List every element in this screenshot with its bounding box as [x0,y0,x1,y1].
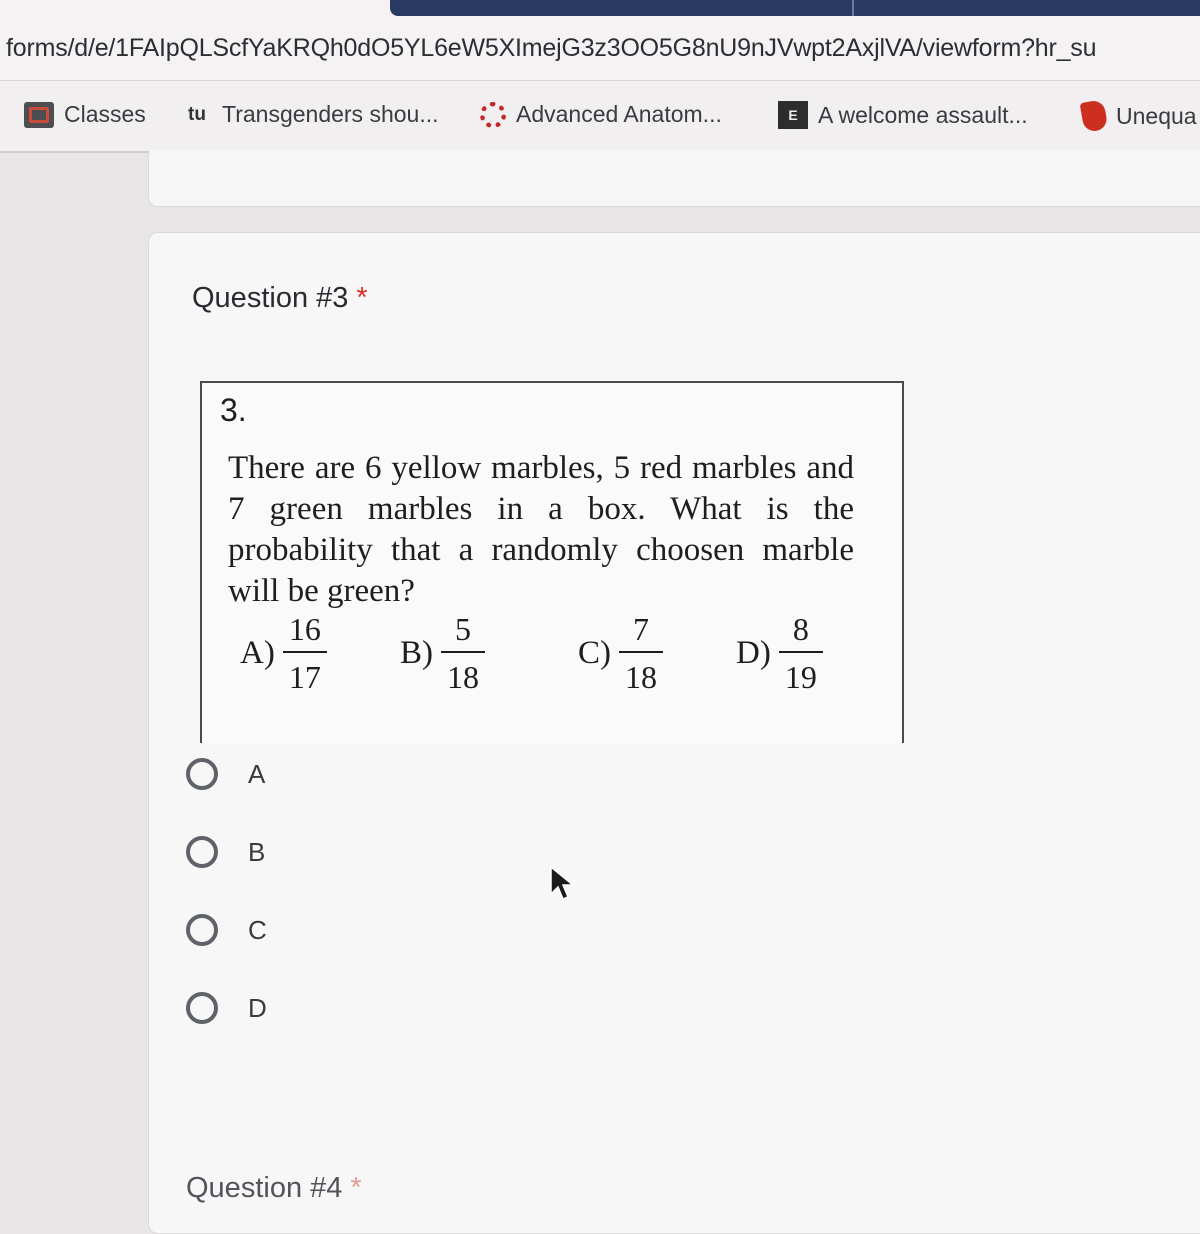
denominator: 19 [784,659,817,695]
browser-top-bar [0,0,1200,81]
choice-label: B [248,836,266,867]
radio-choice-a[interactable] [186,758,265,790]
bookmark-unequal[interactable] [1082,101,1197,131]
fraction-bar [441,651,485,653]
bookmarks-bar [0,81,1200,153]
fraction-bar [619,651,663,653]
drop-logo-icon [1080,99,1109,133]
next-question-title [186,1172,362,1205]
radio-button[interactable] [186,992,218,1024]
question-title [192,282,368,315]
square-logo-icon: E [778,101,808,129]
denominator: 18 [447,659,479,695]
denominator: 17 [288,659,321,695]
bookmark-label: A welcome assault... [818,101,1028,128]
numerator: 8 [792,611,809,647]
numerator: 7 [633,611,649,647]
required-asterisk: * [350,1172,362,1204]
fraction [441,612,485,694]
choice-label: C [248,914,267,945]
radio-button[interactable] [186,758,218,790]
fraction-bar [283,651,327,653]
choice-label: A [248,758,266,789]
numerator: 5 [455,611,471,647]
bookmark-classes[interactable] [24,101,146,128]
required-asterisk: * [356,282,368,314]
fraction-bar [779,651,823,653]
numerator: 16 [288,611,321,647]
fraction [779,612,823,694]
option-label: A) [240,634,275,671]
option-c [578,612,663,694]
tu-logo-icon: tu [188,103,206,125]
bookmark-label: Classes [64,101,146,127]
previous-question-card [148,150,1200,207]
bookmark-transgenders[interactable] [182,101,439,128]
choice-label: D [248,992,267,1023]
radio-button[interactable] [186,836,218,868]
bookmark-welcome-assault[interactable] [778,101,1028,129]
radio-choice-d[interactable] [186,992,267,1024]
mouse-cursor-icon [550,866,576,904]
fraction [283,612,327,694]
option-label: D) [736,634,771,671]
fraction [619,612,663,694]
option-label: B) [400,634,433,671]
radio-button[interactable] [186,914,218,946]
option-b [400,612,485,694]
tab-separator [852,0,854,16]
address-bar-url[interactable]: forms/d/e/1FAIpQLScfYaKRQh0dO5YL6eW5XImejG3z3OO5G8nU9nJVwpt2AxjlVA/viewform?hr_su [6,34,1097,62]
option-d [736,612,823,694]
radio-choice-c[interactable] [186,914,267,946]
bookmark-label: Transgenders shou... [222,101,439,127]
radio-choice-b[interactable] [186,836,265,868]
ring-logo-icon [480,102,506,128]
bookmark-label: Advanced Anatom... [516,101,722,127]
bookmark-label: Unequa [1116,102,1197,129]
option-label: C) [578,634,611,671]
next-question-title-text: Question #4 [186,1172,343,1204]
option-a [240,612,327,694]
denominator: 18 [625,659,657,695]
problem-number: 3. [220,392,247,428]
bookmark-advanced-anatomy[interactable] [480,101,722,128]
problem-text: There are 6 yellow marbles, 5 red marbles and 7 green marbles in a box. What is the probability that a randomly choosen marble will be green? [228,450,854,609]
question-title-text: Question #3 [192,282,349,314]
tab-strip[interactable] [390,0,1200,16]
classroom-icon [24,102,54,128]
